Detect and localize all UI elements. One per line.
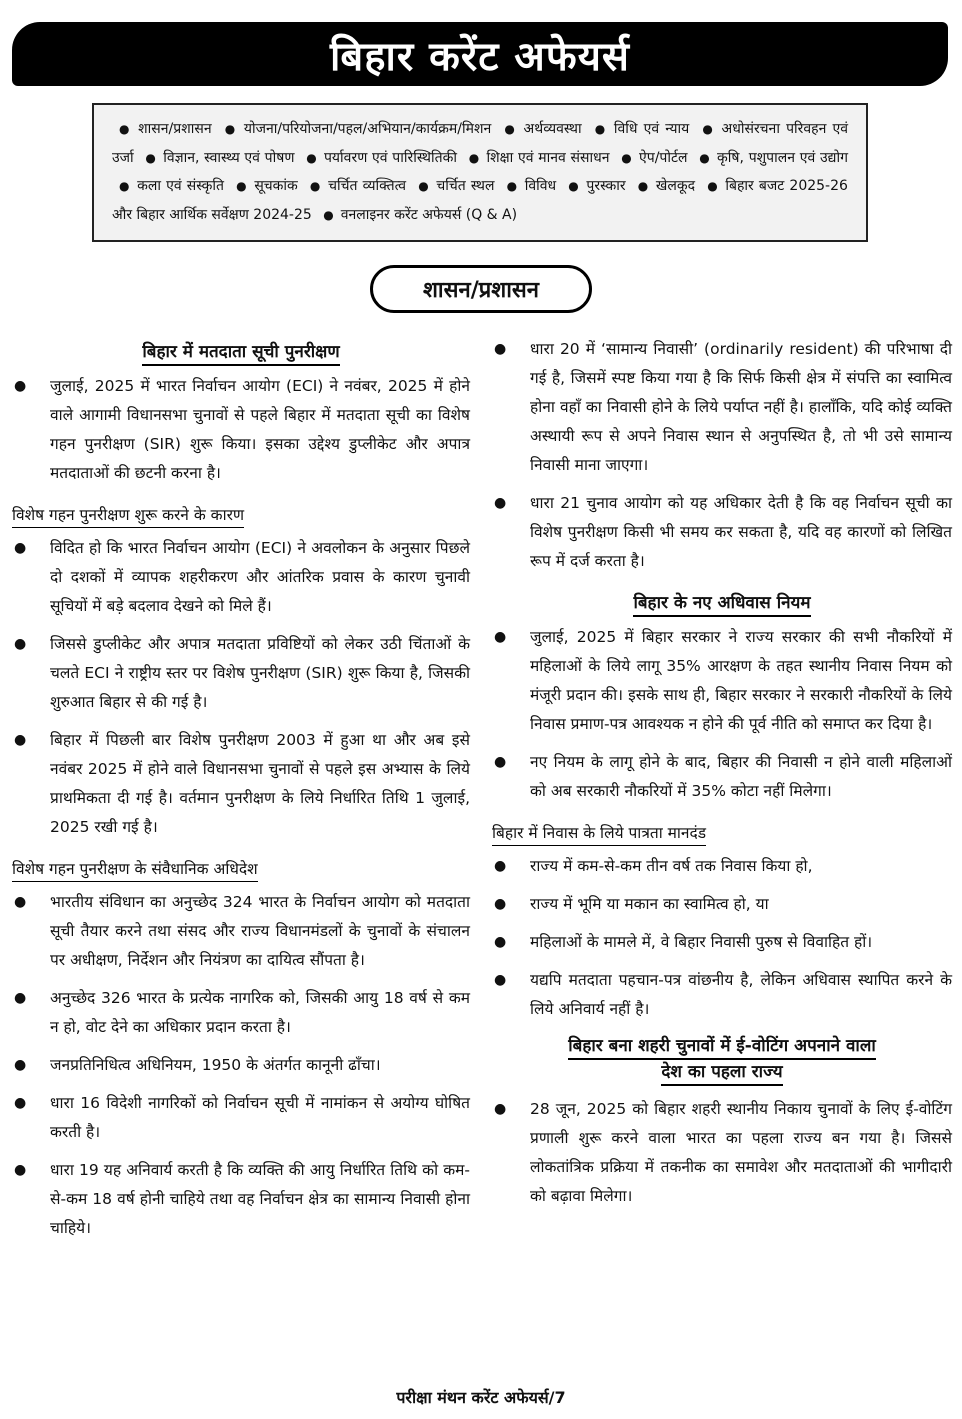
bullet-icon: ● <box>568 179 580 193</box>
sections-list <box>492 335 952 576</box>
right-column <box>492 335 952 1220</box>
topic-item: अर्थव्यवस्था <box>523 121 582 137</box>
bullet-icon: ● <box>418 179 430 193</box>
page-footer: परीक्षा मंथन करेंट अफेयर्स/7 <box>396 1388 566 1407</box>
topic-item: विविध <box>524 178 557 194</box>
bullet-icon: ● <box>707 179 719 193</box>
topic-item: विज्ञान, स्वास्थ्य एवं पोषण <box>163 149 295 166</box>
list-item: ● विदित हो कि भारत निर्वाचन आयोग (ECI) ने अवलोकन के अनुसार पिछले दो दशकों में व्यापक शहरीकरण और आंतरिक प्रवास के कारण चुनावी सूचियों में बड़े बदलाव देखने को मिले हैं। <box>12 534 470 621</box>
list-item: ● 28 जून, 2025 को बिहार शहरी स्थानीय निकाय चुनावों के लिए ई-वोटिंग प्रणाली शुरू करने वाला भारत का पहला राज्य बन गया है। जिससे लोकतांत्रिक प्रक्रिया में तकनीक का समावेश और मतदाताओं की भागीदारी को बढ़ावा मिलेगा। <box>492 1095 952 1211</box>
topics-box <box>92 103 868 242</box>
page-banner <box>12 22 948 86</box>
page-title: बिहार करेंट अफेयर्स <box>330 33 630 80</box>
bullet-icon: ● <box>224 122 237 136</box>
list-item: ● भारतीय संविधान का अनुच्छेद 324 भारत के निर्वाचन आयोग को मतदाता सूची तैयार करने तथा संसद और राज्य विधानमंडलों के चुनावों के संचालन पर अधीक्षण, निर्देशन और नियंत्रण का दायित्व सौंपता है। <box>12 888 470 975</box>
topic-item: ऐप/पोर्टल <box>639 149 688 166</box>
criteria-list <box>492 852 952 1024</box>
bullet-icon: ● <box>637 179 649 193</box>
list-item: ● धारा 16 विदेशी नागरिकों को निर्वाचन सूची में नामांकन से अयोग्य घोषित करती है। <box>12 1089 470 1147</box>
list-item: ● बिहार में पिछली बार विशेष पुनरीक्षण 2003 में हुआ था और अब इसे नवंबर 2025 में होने वाले विधानसभा चुनावों से पहले इस अभ्यास के लिये प्राथमिकता दी गई है। वर्तमान पुनरीक्षण के लिये निर्धारित तिथि 1 जुलाई, 2025 रखी गई है। <box>12 726 470 842</box>
bullet-icon: ● <box>702 122 715 136</box>
subheading-mandate: विशेष गहन पुनरीक्षण के संवैधानिक अधिदेश <box>12 857 258 882</box>
topic-item: अधोसंरचना परिवहन एवं उर्जा <box>112 121 848 166</box>
bullet-icon: ● <box>506 179 518 193</box>
bullet-icon: ● <box>309 179 322 193</box>
domicile-heading: बिहार के नए अधिवास नियम <box>492 590 952 613</box>
topic-item: पुरस्कार <box>586 178 626 194</box>
section-title: शासन/प्रशासन <box>370 265 592 313</box>
list-item: ● धारा 21 चुनाव आयोग को यह अधिकार देती है कि वह निर्वाचन सूची का विशेष पुनरीक्षण किसी भी समय कर सकता है, यदि वह कारणों को लिखित रूप में दर्ज करता है। <box>492 489 952 576</box>
bullet-icon: ● <box>306 150 317 165</box>
bullet-icon: ● <box>145 150 157 165</box>
list-item: ● धारा 19 यह अनिवार्य करती है कि व्यक्ति की आयु निर्धारित तिथि को कम-से-कम 18 वर्ष होनी चाहिये तथा वह निर्वाचन क्षेत्र का सामान्य निवासी होना चाहिये। <box>12 1156 470 1243</box>
topic-item: कृषि, पशुपालन एवं उद्योग <box>717 149 848 166</box>
bullet-icon: ● <box>119 122 132 136</box>
domicile-list <box>492 623 952 806</box>
topic-item: वनलाइनर करेंट अफेयर्स (Q & A) <box>340 206 518 223</box>
topic-item: कला एवं संस्कृति <box>137 178 225 194</box>
list-item: ● महिलाओं के मामले में, वे बिहार निवासी पुरुष से विवाहित हों। <box>492 928 952 957</box>
article-heading: बिहार में मतदाता सूची पुनरीक्षण <box>12 339 470 362</box>
list-item: ● यद्यपि मतदाता पहचान-पत्र वांछनीय है, लेकिन अधिवास स्थापित करने के लिये अनिवार्य नहीं है। <box>492 966 952 1024</box>
list-item: ● जिससे डुप्लीकेट और अपात्र मतदाता प्रविष्टियों को लेकर उठी चिंताओं के चलते ECI ने राष्ट्रीय स्तर पर विशेष पुनरीक्षण (SIR) शुरू किया है, जिसकी शुरुआत बिहार से की गई है। <box>12 630 470 717</box>
list-item: ● जनप्रतिनिधित्व अधिनियम, 1950 के अंतर्गत कानूनी ढाँचा। <box>12 1051 470 1080</box>
topic-item: विधि एवं न्याय <box>613 121 690 137</box>
topic-item: चर्चित व्यक्तित्व <box>328 178 407 194</box>
list-item: ● अनुच्छेद 326 भारत के प्रत्येक नागरिक को, जिसकी आयु 18 वर्ष से कम न हो, वोट देने का अधिकार प्रदान करता है। <box>12 984 470 1042</box>
evoting-list <box>492 1095 952 1211</box>
left-column <box>12 335 470 1252</box>
bullet-icon: ● <box>323 207 334 222</box>
topic-item: योजना/परियोजना/पहल/अभियान/कार्यक्रम/मिशन <box>243 121 492 137</box>
topic-item: बिहार बजट 2025-26 और बिहार आर्थिक सर्वेक्षण 2024-25 <box>112 178 848 223</box>
topic-item: शिक्षा एवं मानव संसाधन <box>486 149 610 166</box>
mandate-list <box>12 888 470 1243</box>
list-item: ● जुलाई, 2025 में भारत निर्वाचन आयोग (ECI) ने नवंबर, 2025 में होने वाले आगामी विधानसभा चुनावों से पहले बिहार में मतदाता सूची का विशेष गहन पुनरीक्षण (SIR) शुरू किया। इसका उद्देश्य डुप्लीकेट और अपात्र मतदाताओं की छटनी करना है। <box>12 372 470 488</box>
intro-list <box>12 372 470 488</box>
topic-item: सूचकांक <box>254 178 298 194</box>
evoting-heading: बिहार बना शहरी चुनावों में ई-वोटिंग अपनाने वाला देश का पहला राज्य <box>492 1033 952 1085</box>
topic-item: खेलकूद <box>655 178 696 194</box>
subheading-criteria: बिहार में निवास के लिये पात्रता मानदंड <box>492 821 706 846</box>
list-item: ● राज्य में कम-से-कम तीन वर्ष तक निवास किया हो, <box>492 852 952 881</box>
subheading-reasons: विशेष गहन पुनरीक्षण शुरू करने के कारण <box>12 503 244 528</box>
bullet-icon: ● <box>236 179 248 193</box>
topic-item: चर्चित स्थल <box>436 178 495 194</box>
bullet-icon: ● <box>621 150 632 165</box>
topic-item: पर्यावरण एवं पारिस्थितिकी <box>323 149 457 166</box>
bullet-icon: ● <box>468 150 480 165</box>
bullet-icon: ● <box>594 122 607 136</box>
bullet-icon: ● <box>504 122 517 136</box>
list-item: ● राज्य में भूमि या मकान का स्वामित्व हो, या <box>492 890 952 919</box>
list-item: ● जुलाई, 2025 में बिहार सरकार ने राज्य सरकार की सभी नौकरियों में महिलाओं के लिये लागू 35% आरक्षण के तहत स्थानीय निवास नियम को मंजूरी प्रदान की। इसके साथ ही, बिहार सरकार ने सरकारी नौकरियों के लिये निवास प्रमाण-पत्र आवश्यक न होने की पूर्व नीति को समाप्त कर दिया है। <box>492 623 952 739</box>
list-item: ● धारा 20 में ‘सामान्य निवासी’ (ordinarily resident) की परिभाषा दी गई है, जिसमें स्पष्ट किया गया है कि सिर्फ किसी क्षेत्र में संपत्ति का स्वामित्व होना वहाँ का निवासी होने के लिये पर्याप्त नहीं है। हालाँकि, यदि कोई व्यक्ति अस्थायी रूप से अपने निवास स्थान से अनुपस्थित है, तो भी उसे सामान्य निवासी माना जाएगा। <box>492 335 952 480</box>
reasons-list <box>12 534 470 842</box>
topic-item: शासन/प्रशासन <box>138 121 212 137</box>
bullet-icon: ● <box>119 179 131 193</box>
list-item: ● नए नियम के लागू होने के बाद, बिहार की निवासी न होने वाली महिलाओं को अब सरकारी नौकरियों में 35% कोटा नहीं मिलेगा। <box>492 748 952 806</box>
bullet-icon: ● <box>699 150 711 165</box>
